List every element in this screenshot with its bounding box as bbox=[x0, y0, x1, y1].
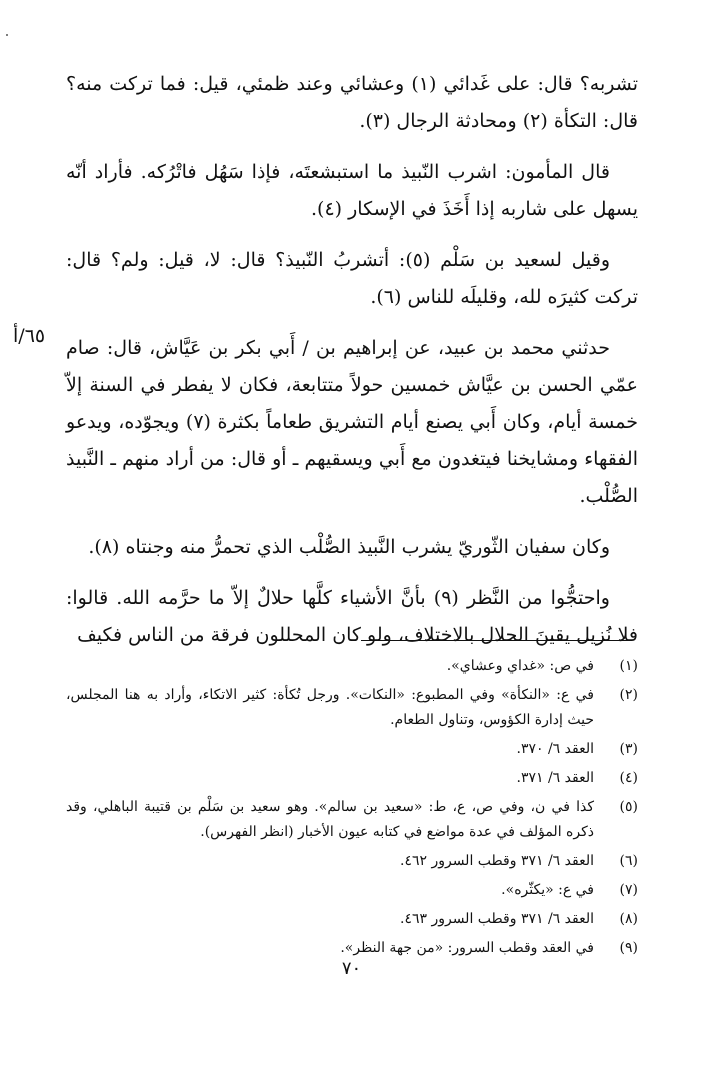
footnote-text: العقد ٦/ ٣٧١ وقطب السرور ٤٦٣. bbox=[399, 911, 594, 927]
scan-speck bbox=[6, 34, 8, 36]
footnote-text: في العقد وقطب السرور: «من جهة النظر». bbox=[340, 940, 594, 956]
footnote bbox=[66, 795, 638, 845]
paragraph-2: قال المأمون: اشرب النّبيذ ما استبشعتَه، فإذا سَهُل فاتْرُكه. فأراد أنّه يسهل على شاربه إذا أَخَذَ في الإسكار (٤). bbox=[66, 161, 638, 220]
footnote-number: (٦) bbox=[619, 853, 638, 869]
footnote bbox=[66, 878, 638, 903]
footnote-text: في ع: «النكأة» وفي المطبوع: «النكات». ورجل تُكأة: كثير الاتكاء، وأراد به هنا المجلس، حيث إدارة الكؤوس، وتناول الطعام. bbox=[66, 687, 594, 728]
main-text bbox=[66, 66, 638, 668]
footnote bbox=[66, 766, 638, 791]
paragraph-6: واحتجُّوا من النَّظر (٩) بأنَّ الأشياء كلَّها حلالٌ إلاّ ما حرَّمه الله. قالوا: فلا نُزيل يقينَ الحلال بالاختلاف، ولو كان المحللون فرقة من الناس فكيف bbox=[66, 587, 638, 646]
footnote-number: (٢) bbox=[619, 687, 638, 703]
footnotes bbox=[66, 654, 638, 965]
footnote-number: (٧) bbox=[619, 882, 638, 898]
footnote-number: (٥) bbox=[619, 799, 638, 815]
footnote-number: (٣) bbox=[619, 741, 638, 757]
footnote bbox=[66, 654, 638, 679]
footnote bbox=[66, 683, 638, 733]
footnote-separator bbox=[361, 640, 631, 641]
footnote bbox=[66, 907, 638, 932]
footnote bbox=[66, 737, 638, 762]
footnote-text: في ع: «يكثّره». bbox=[501, 882, 594, 898]
paragraph-1: تشربه؟ قال: على غَدائي (١) وعشائي وعند ظمئي، قيل: فما تركت منه؟ قال: التكأة (٢) ومحادثة الرجال (٣). bbox=[66, 73, 638, 132]
footnote-text: في ص: «غداي وعشاي». bbox=[446, 658, 594, 674]
paragraph-3: وقيل لسعيد بن سَلْم (٥): أتشربُ النّبيذ؟ قال: لا، قيل: ولم؟ قال: تركت كثيرَه لله، وقليلَه للناس (٦). bbox=[66, 249, 638, 308]
footnote-number: (١) bbox=[619, 658, 638, 674]
footnote-number: (٤) bbox=[619, 770, 638, 786]
footnote-text: العقد ٦/ ٣٧٠. bbox=[516, 741, 594, 757]
paragraph-4: حدثني محمد بن عبيد، عن إبراهيم بن / أَبي بكر بن عَيَّاش، قال: صام عمّي الحسن بن عيَّاش خمسين حولاً متتابعة، فكان لا يفطر في السنة إلاّ خمسة أيام، وكان أَبي يصنع أيام التشريق طعاماً بكثرة (٧) ويجوّده، ويدعو الفقهاء ومشايخنا فيتغدون مع أَبي ويسقيهم ـ أو قال: من أراد منهم ـ النَّبيذ الصُّلْب. bbox=[66, 337, 638, 507]
footnote-text: العقد ٦/ ٣٧١ وقطب السرور ٤٦٢. bbox=[399, 853, 594, 869]
footnote-number: (٨) bbox=[619, 911, 638, 927]
page-number: ٧٠ bbox=[341, 958, 362, 979]
manuscript-folio-reference: ٦٥/أ bbox=[13, 325, 46, 347]
paragraph-5: وكان سفيان الثّوريّ يشرب النَّبيذ الصُّلْب الذي تحمرُّ منه وجنتاه (٨). bbox=[88, 536, 610, 558]
footnote bbox=[66, 849, 638, 874]
footnote-text: كذا في ن، وفي ص، ع، ط: «سعيد بن سالم». وهو سعيد بن سَلْم بن قتيبة الباهلي، وقد ذكره المؤلف في عدة مواضع في كتابه عيون الأخبار (انظر الفهرس). bbox=[66, 799, 594, 840]
footnote-text: العقد ٦/ ٣٧١. bbox=[516, 770, 594, 786]
footnote-number: (٩) bbox=[619, 940, 638, 956]
